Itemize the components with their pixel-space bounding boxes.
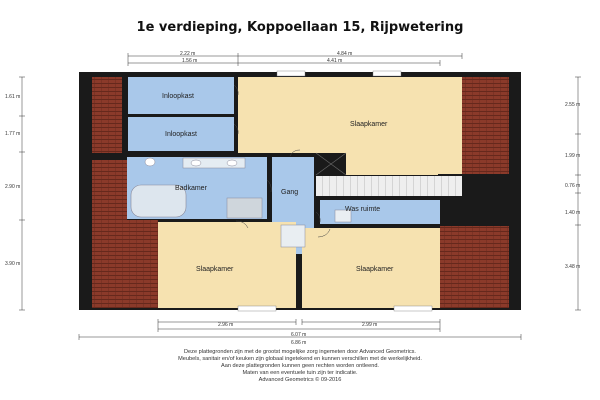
slaapkamer-left	[158, 222, 296, 308]
slaapkamer-top-extension	[342, 153, 438, 175]
room-label-gang: Gang	[281, 189, 299, 196]
room-label-inloopkast-2: Inloopkast	[165, 131, 197, 138]
gang-closet	[281, 225, 305, 247]
disclaimer-line-4: Maten van een eventuele tuin zijn ter indicatie.	[242, 370, 358, 376]
disclaimer-line-3: Aan deze plattegronden kunnen geen rechten worden ontleend.	[221, 363, 379, 369]
dim-left-3: 2.90 m	[5, 184, 21, 190]
dim-right-3: 0.76 m	[565, 183, 581, 189]
right-dimensions	[575, 77, 581, 310]
room-label-slaapkamer-right: Slaapkamer	[356, 266, 394, 273]
dim-top-3: 4.84 m	[337, 51, 353, 57]
disclaimer-line-1: Deze plattegronden zijn met de grootst mogelijke zorg ingemeten door Advanced Geometrics.	[184, 349, 416, 355]
dim-left-2: 1.77 m	[5, 131, 21, 137]
roof-slope-right-top	[462, 77, 509, 174]
left-dimensions	[19, 77, 25, 310]
roof-slope-left-bottom	[92, 220, 158, 308]
disclaimer-line-2: Meubels, sanitair en/of keuken zijn globaal ingetekend en kunnen verschillen met de werkelijkheid.	[178, 356, 422, 362]
dim-bottom-4: 6.86 m	[291, 340, 307, 346]
room-label-inloopkast-1: Inloopkast	[162, 93, 194, 100]
room-label-was-ruimte: Was ruimte	[345, 206, 381, 213]
dim-right-1: 2.55 m	[565, 102, 581, 108]
sink-1	[191, 160, 201, 166]
top-dimensions	[128, 53, 462, 66]
dim-right-4: 1.40 m	[565, 210, 581, 216]
room-label-badkamer: Badkamer	[175, 185, 207, 192]
roof-slope-left-top	[92, 77, 122, 153]
slaapkamer-top-dormer	[438, 77, 462, 174]
room-label-slaapkamer-top: Slaapkamer	[350, 121, 388, 128]
slaapkamer-top	[238, 77, 438, 153]
dim-top-4: 4.41 m	[327, 58, 343, 64]
shower	[227, 198, 262, 218]
dim-top-1: 2.22 m	[180, 51, 196, 57]
staircase	[316, 176, 462, 196]
dim-left-4: 3.90 m	[5, 261, 21, 267]
dim-left-1: 1.61 m	[5, 94, 21, 100]
room-label-slaapkamer-left: Slaapkamer	[196, 266, 234, 273]
roof-slope-right-bottom	[440, 226, 509, 308]
dim-bottom-3: 6.07 m	[291, 332, 307, 338]
floorplan-title: 1e verdieping, Koppoellaan 15, Rijpwetering	[136, 20, 464, 35]
dim-top-2: 1.56 m	[182, 58, 198, 64]
roof-slope-left-mid	[92, 160, 127, 220]
dim-bottom-2: 2.99 m	[362, 322, 378, 328]
dim-bottom-1: 2.96 m	[218, 322, 234, 328]
toilet	[145, 158, 155, 166]
dim-right-2: 1.99 m	[565, 153, 581, 159]
dim-right-5: 3.48 m	[565, 264, 581, 270]
copyright-line: Advanced Geometrics © 09-2016	[258, 377, 342, 383]
sink-2	[227, 160, 237, 166]
